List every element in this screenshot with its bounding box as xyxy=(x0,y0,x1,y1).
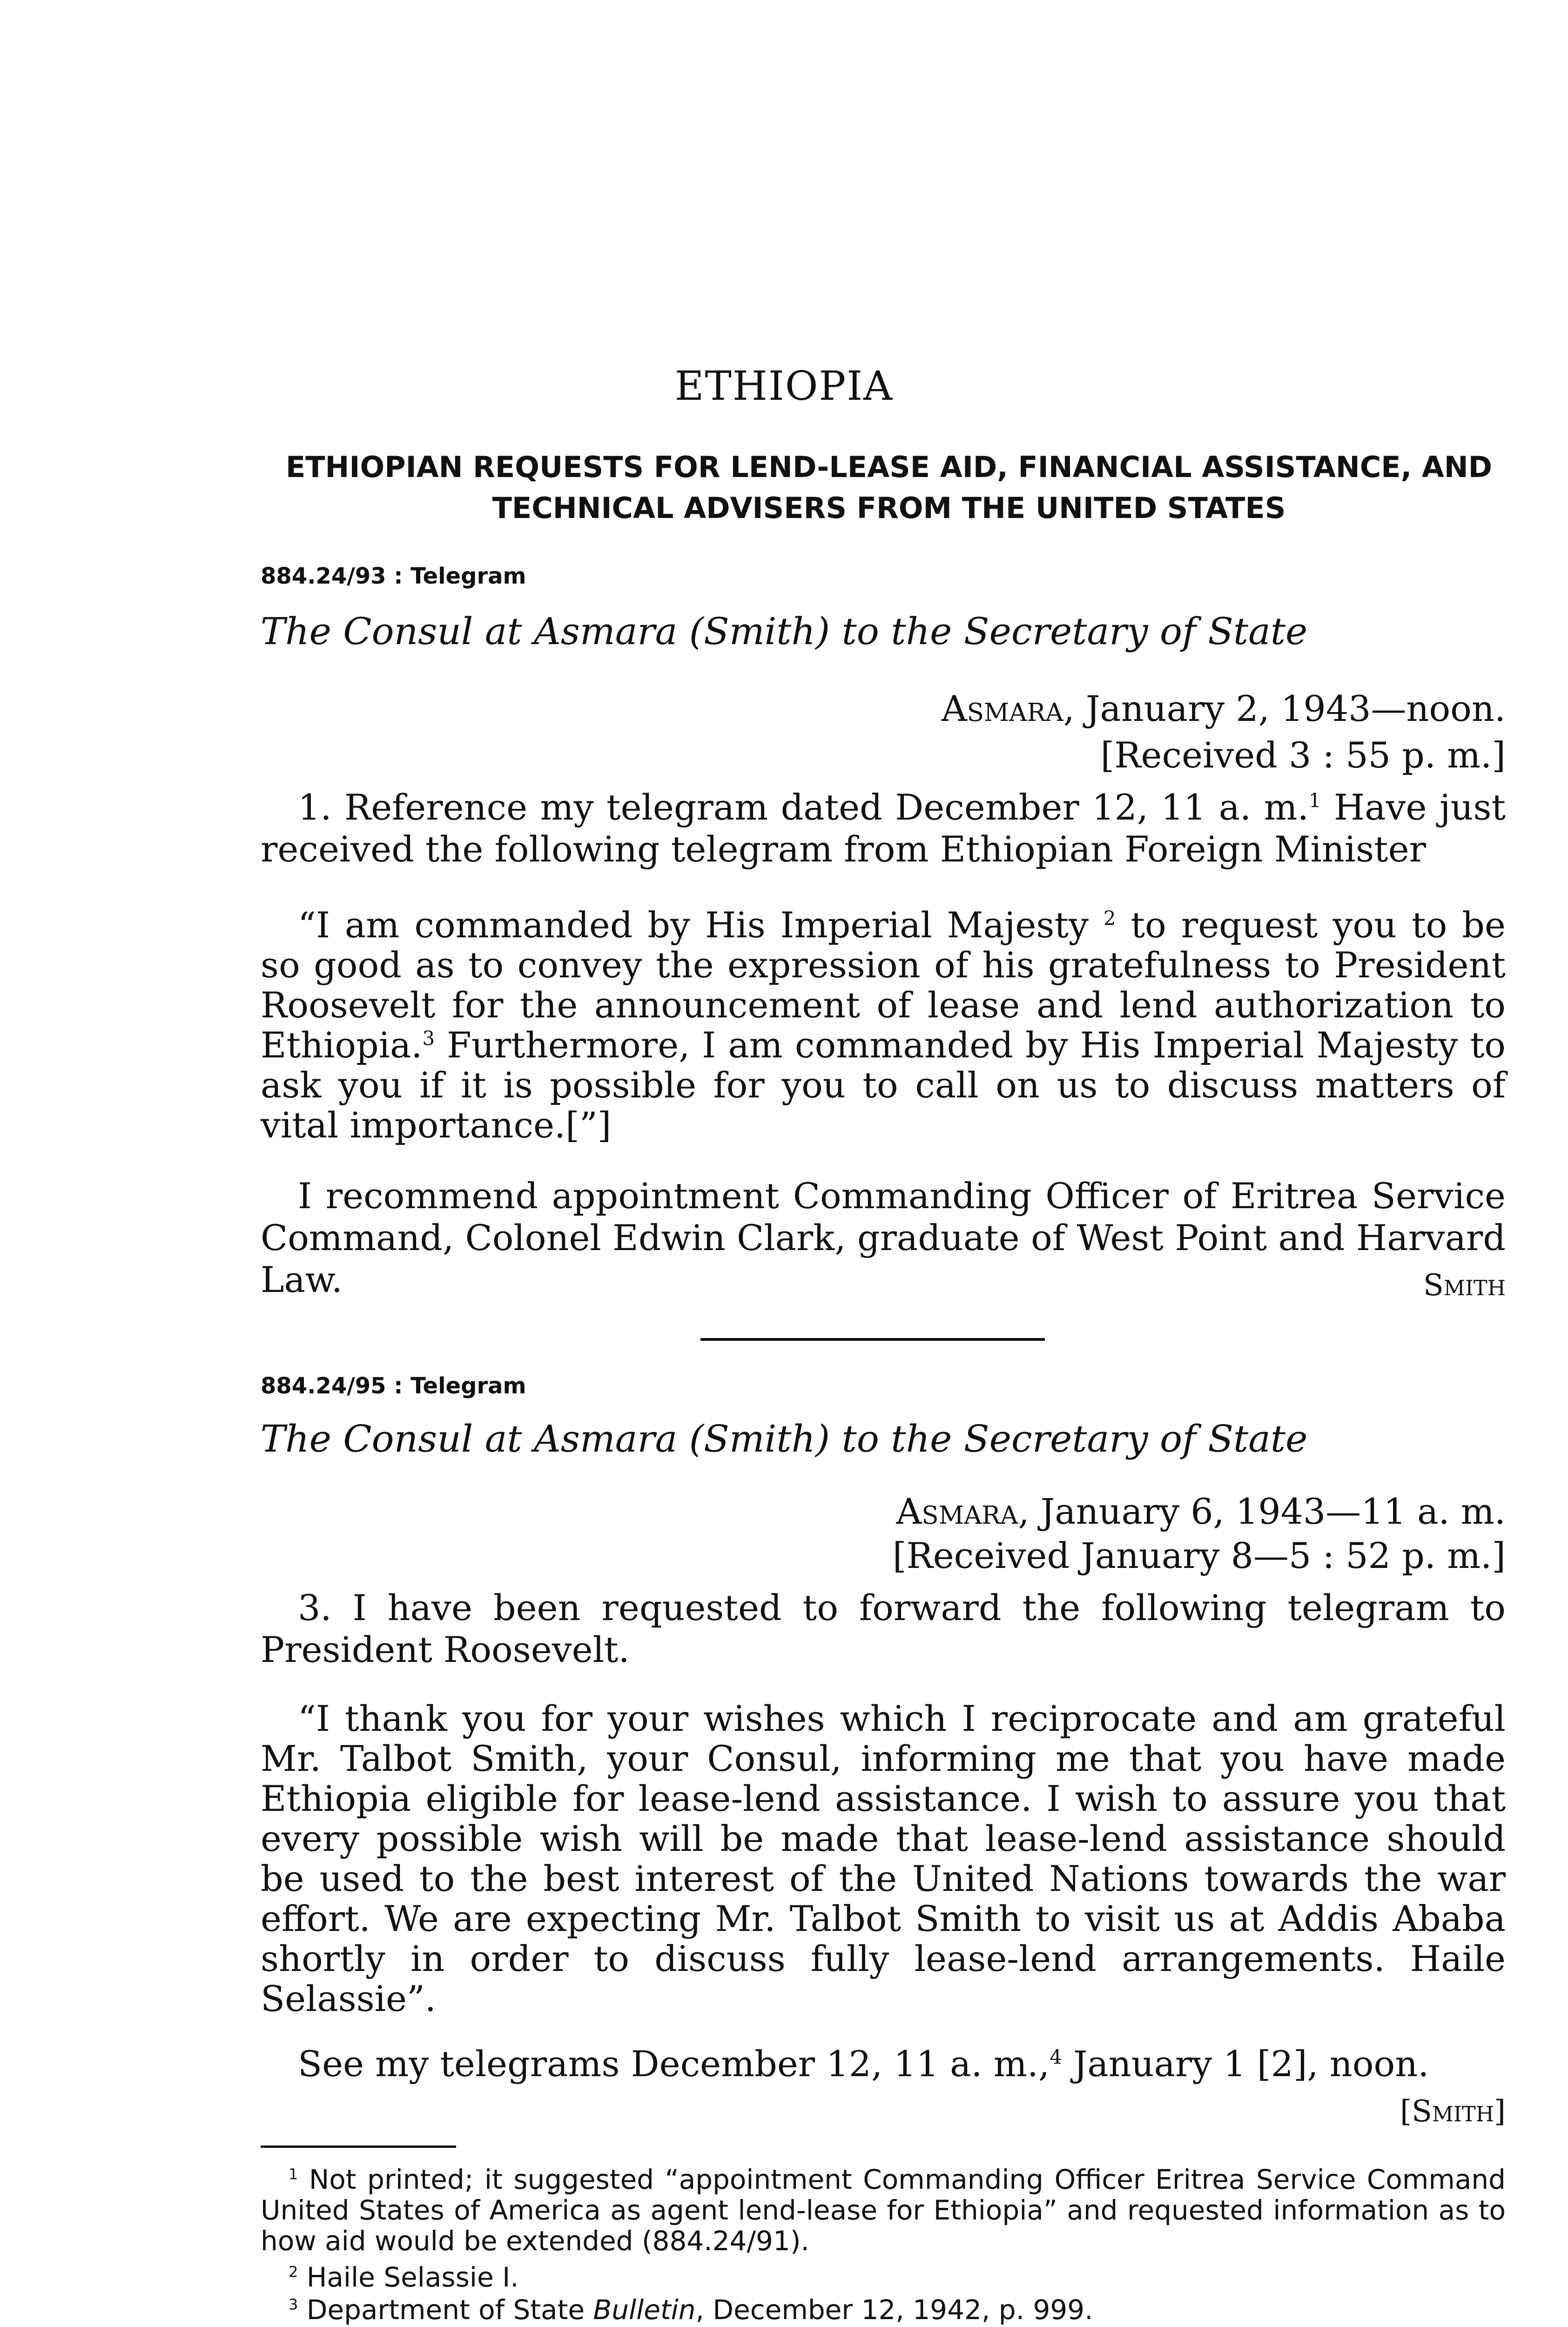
doc2-see-telegrams: See my telegrams December 12, 11 a. m.,$^4$ January 1 [2], noon. xyxy=(298,2043,1429,2085)
footnote-ref-2: 2 xyxy=(1103,907,1116,930)
footnote-1: $^1$ Not printed; it suggested “appointment Commanding Officer Eritrea Service Command United States of America as agent lend-lease for Ethiopia” and requested information as to how aid would be extended (884.24/91). xyxy=(261,2164,1506,2257)
footnote-3-mark: 3 xyxy=(289,2295,298,2314)
doc1-paragraph-2: I recommend appointment Commanding Officer of Eritrea Service Command, Colonel Edwin Clark, graduate of West Point and Harvard Law. xyxy=(261,1175,1506,1300)
doc1-paragraph-1: 1. Reference my telegram dated December 12, 11 a. m.$^1$ Have just received the following telegram from Ethiopian Foreign Minister xyxy=(261,787,1506,870)
footnote-1-mark: 1 xyxy=(289,2165,298,2183)
doc1-place: Asmara xyxy=(941,688,1063,729)
doc1-file-ref: 884.24/93 : Telegram xyxy=(261,563,526,589)
doc1-signature: Smith xyxy=(1423,1268,1506,1303)
footnote-2: $^2$ Haile Selassie I. xyxy=(289,2261,519,2293)
footnote-divider xyxy=(261,2145,456,2148)
doc1-dateline xyxy=(652,686,1506,731)
doc2-received: [Received January 8—5 : 52 p. m.] xyxy=(892,1535,1506,1576)
doc2-date: , January 6, 1943—11 a. m. xyxy=(1018,1491,1506,1532)
section-subheading: ETHIOPIAN REQUESTS FOR LEND-LEASE AID, FINANCIAL ASSISTANCE, AND TECHNICAL ADVISERS FROM THE UNITED STATES xyxy=(285,450,1493,525)
doc1-received: [Received 3 : 55 p. m.] xyxy=(1100,734,1506,776)
section-title: ETHIOPIA xyxy=(674,363,894,410)
doc2-quote: “I thank you for your wishes which I reciprocate and am grateful Mr. Talbot Smith, your Consul, informing me that you have made Ethiopia eligible for lease-lend assistance. I wish to assure you that every possible wish will be made that lease-lend assistance should be used to the best interest of the United Nations towards the war effort. We are expecting Mr. Talbot Smith to visit us at Addis Ababa shortly in order to discuss fully lease-lend arrangements. Haile Selassie”. xyxy=(261,1698,1506,2019)
footnote-3: $^3$ Department of State Bulletin, December 12, 1942, p. 999. xyxy=(289,2294,1093,2326)
doc2-paragraph-1: 3. I have been requested to forward the following telegram to President Roosevelt. xyxy=(261,1587,1506,1670)
doc2-heading: The Consul at Asmara (Smith) to the Secretary of State xyxy=(260,1417,1308,1460)
doc2-file-ref: 884.24/95 : Telegram xyxy=(261,1373,526,1399)
doc2-place: Asmara xyxy=(896,1491,1018,1532)
footnote-ref-4: 4 xyxy=(1050,2045,1062,2069)
doc2-signature: [Smith] xyxy=(1400,2094,1506,2129)
section-divider xyxy=(700,1338,1045,1341)
doc1-date: , January 2, 1943—noon. xyxy=(1063,688,1506,729)
doc2-dateline xyxy=(652,1489,1506,1534)
footnote-ref-3: 3 xyxy=(422,1027,435,1050)
doc1-heading: The Consul at Asmara (Smith) to the Secretary of State xyxy=(260,610,1308,653)
footnote-2-mark: 2 xyxy=(289,2263,298,2281)
doc1-quote: “I am commanded by His Imperial Majesty $^2$ to request you to be so good as to convey the expression of his gratefulness to President Roosevelt for the announcement of lease and lend authorization to Ethiopia.$^3$ Furthermore, I am commanded by His Imperial Majesty to ask you if it is possible for you to call on us to discuss matters of vital importance.[”] xyxy=(261,904,1506,1146)
footnote-ref-1: 1 xyxy=(1308,789,1321,812)
